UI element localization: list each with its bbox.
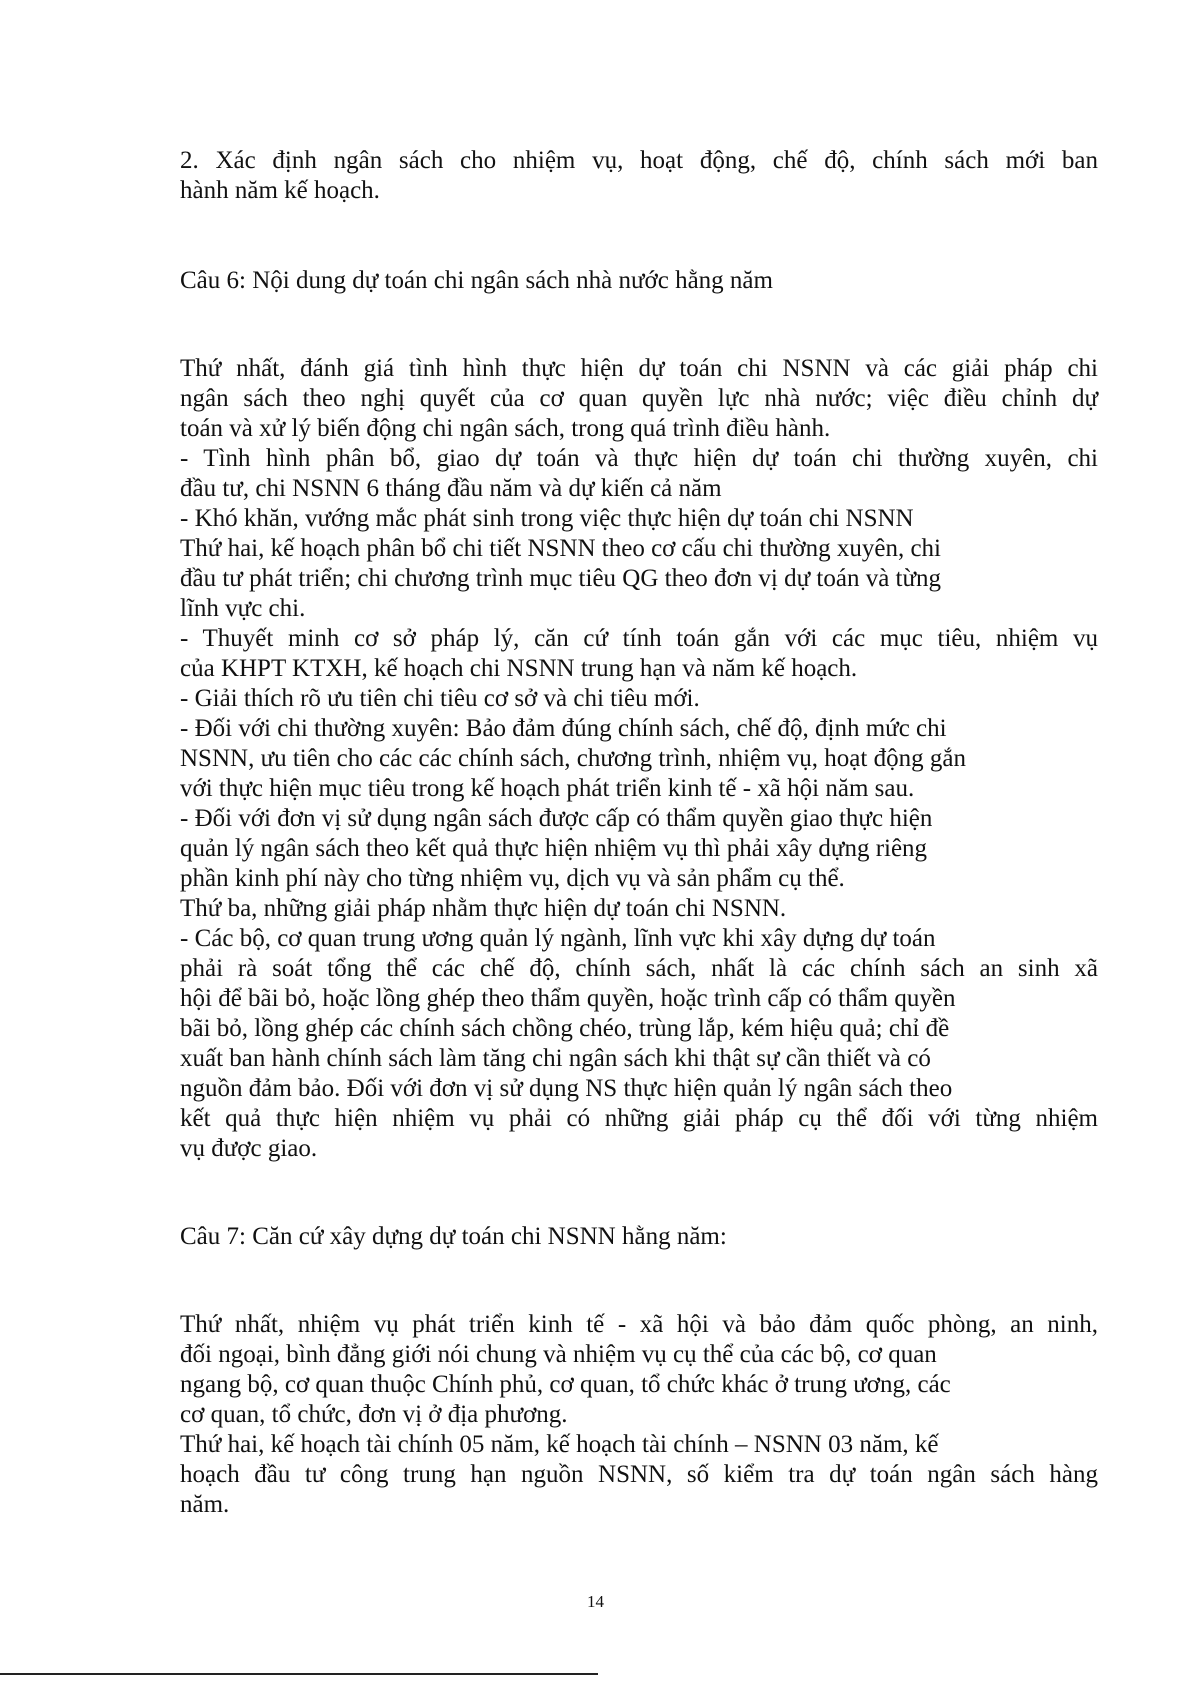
text-line: đầu tư phát triển; chi chương trình mục tiêu QG theo đơn vị dự toán và từng — [180, 565, 942, 592]
text-line: Thứ nhất, đánh giá tình hình thực hiện dự toán chi NSNN và các giải pháp chi — [180, 355, 1098, 382]
text-line: phần kinh phí này cho từng nhiệm vụ, dịch vụ và sản phẩm cụ thể. — [180, 865, 845, 892]
text-line: - Tình hình phân bổ, giao dự toán và thực hiện dự toán chi thường xuyên, chi — [180, 445, 1098, 472]
text-line: Thứ hai, kế hoạch phân bổ chi tiết NSNN theo cơ cấu chi thường xuyên, chi — [180, 535, 941, 562]
section-heading: Câu 7: Căn cứ xây dựng dự toán chi NSNN hằng năm: — [180, 1223, 727, 1250]
text-line: bãi bỏ, lồng ghép các chính sách chồng chéo, trùng lắp, kém hiệu quả; chỉ đề — [180, 1015, 950, 1042]
section-heading: Câu 6: Nội dung dự toán chi ngân sách nhà nước hằng năm — [180, 267, 773, 294]
text-line: - Đối với chi thường xuyên: Bảo đảm đúng chính sách, chế độ, định mức chi — [180, 715, 947, 742]
text-line: hội để bãi bỏ, hoặc lồng ghép theo thẩm quyền, hoặc trình cấp có thẩm quyền — [180, 985, 956, 1012]
text-line: - Khó khăn, vướng mắc phát sinh trong việc thực hiện dự toán chi NSNN — [180, 505, 914, 532]
text-line: vụ được giao. — [180, 1135, 318, 1162]
text-line: xuất ban hành chính sách làm tăng chi ngân sách khi thật sự cần thiết và có — [180, 1045, 931, 1072]
text-line: của KHPT KTXH, kế hoạch chi NSNN trung hạn và năm kế hoạch. — [180, 655, 858, 682]
text-line: quản lý ngân sách theo kết quả thực hiện nhiệm vụ thì phải xây dựng riêng — [180, 835, 928, 862]
text-line: hành năm kế hoạch. — [180, 177, 380, 204]
footer-divider — [0, 1673, 598, 1675]
text-line: đối ngoại, bình đẳng giới nói chung và nhiệm vụ cụ thể của các bộ, cơ quan — [180, 1341, 937, 1368]
text-line: năm. — [180, 1491, 230, 1518]
text-line: Thứ ba, những giải pháp nhằm thực hiện dự toán chi NSNN. — [180, 895, 787, 922]
text-line: đầu tư, chi NSNN 6 tháng đầu năm và dự kiến cả năm — [180, 475, 722, 502]
text-line: Thứ hai, kế hoạch tài chính 05 năm, kế hoạch tài chính – NSNN 03 năm, kế — [180, 1431, 939, 1458]
text-line: NSNN, ưu tiên cho các các chính sách, chương trình, nhiệm vụ, hoạt động gắn — [180, 745, 966, 772]
page-number: 14 — [587, 1592, 604, 1611]
text-line: 2. Xác định ngân sách cho nhiệm vụ, hoạt động, chế độ, chính sách mới ban — [180, 147, 1098, 174]
text-line: - Các bộ, cơ quan trung ương quản lý ngành, lĩnh vực khi xây dựng dự toán — [180, 925, 936, 952]
text-line: với thực hiện mục tiêu trong kế hoạch phát triển kinh tế - xã hội năm sau. — [180, 775, 915, 802]
text-line: Thứ nhất, nhiệm vụ phát triển kinh tế - xã hội và bảo đảm quốc phòng, an ninh, — [180, 1311, 1098, 1338]
text-line: ngang bộ, cơ quan thuộc Chính phủ, cơ quan, tổ chức khác ở trung ương, các — [180, 1371, 951, 1398]
text-line: toán và xử lý biến động chi ngân sách, trong quá trình điều hành. — [180, 415, 831, 442]
text-line: kết quả thực hiện nhiệm vụ phải có những giải pháp cụ thể đối với từng nhiệm — [180, 1105, 1098, 1132]
text-line: nguồn đảm bảo. Đối với đơn vị sử dụng NS thực hiện quản lý ngân sách theo — [180, 1075, 953, 1102]
text-line: phải rà soát tổng thể các chế độ, chính sách, nhất là các chính sách an sinh xã — [180, 955, 1098, 982]
text-line: - Giải thích rõ ưu tiên chi tiêu cơ sở và chi tiêu mới. — [180, 685, 700, 712]
text-line: ngân sách theo nghị quyết của cơ quan quyền lực nhà nước; việc điều chỉnh dự — [180, 385, 1098, 412]
text-line: - Thuyết minh cơ sở pháp lý, căn cứ tính toán gắn với các mục tiêu, nhiệm vụ — [180, 625, 1098, 652]
text-line: cơ quan, tổ chức, đơn vị ở địa phương. — [180, 1401, 568, 1428]
text-line: hoạch đầu tư công trung hạn nguồn NSNN, số kiểm tra dự toán ngân sách hàng — [180, 1461, 1098, 1488]
text-line: - Đối với đơn vị sử dụng ngân sách được cấp có thẩm quyền giao thực hiện — [180, 805, 933, 832]
text-line: lĩnh vực chi. — [180, 595, 306, 622]
